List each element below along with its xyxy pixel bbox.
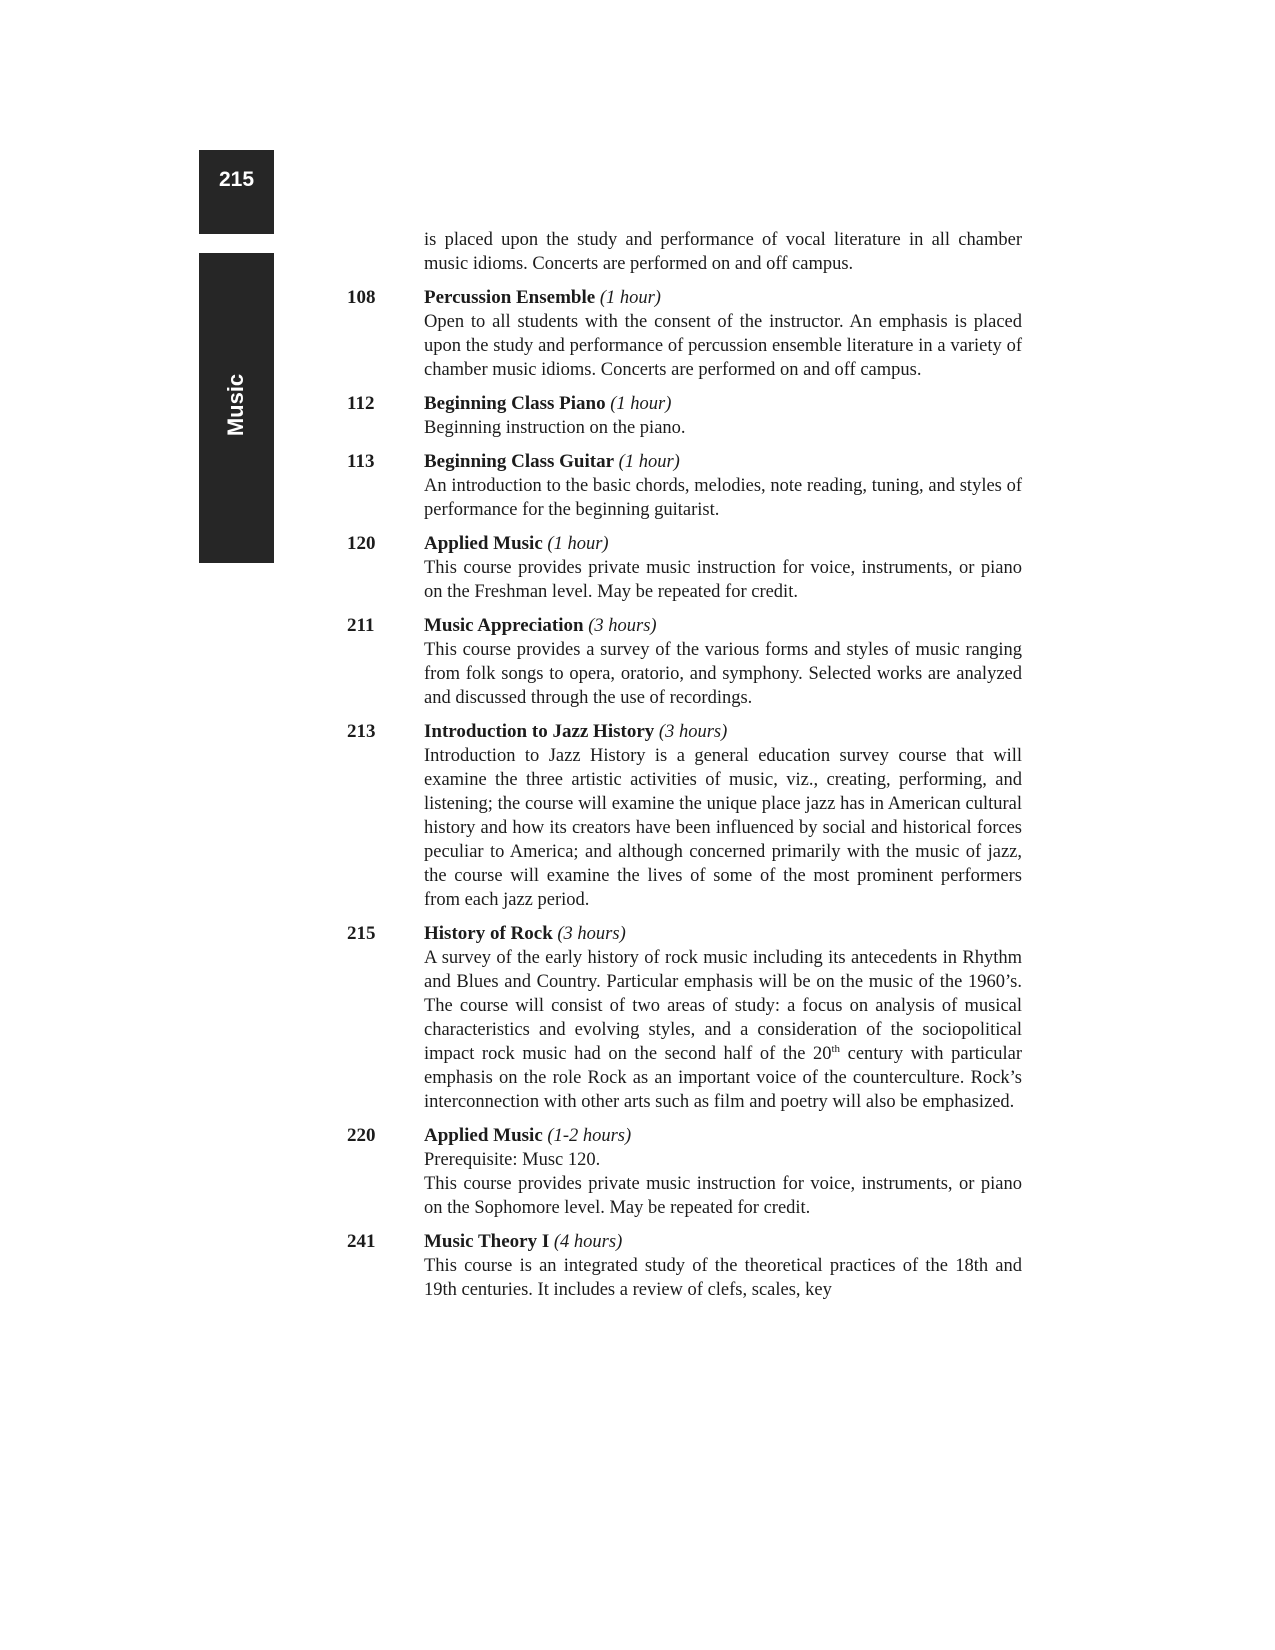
course-heading	[424, 532, 1022, 556]
course-heading	[424, 450, 1022, 474]
course-number: 215	[347, 923, 376, 944]
course-heading	[424, 1124, 1022, 1148]
course-hours: (3 hours)	[658, 722, 728, 742]
course-number: 120	[347, 533, 376, 554]
course-number: 211	[347, 615, 375, 636]
continued-description: is placed upon the study and performance of vocal literature in all chamber music idioms. Concerts are performed on and off campus.	[424, 230, 1022, 274]
course-description	[424, 946, 1022, 1114]
course-number: 112	[347, 393, 375, 414]
course-number: 213	[347, 721, 376, 742]
course-title: Percussion Ensemble	[424, 287, 596, 308]
course-number: 108	[347, 287, 376, 308]
course-title: Music Theory I	[424, 1231, 550, 1252]
course-number: 220	[347, 1125, 376, 1146]
course-prerequisite: Prerequisite: Musc 120.	[424, 1150, 601, 1170]
page-number-tab	[199, 150, 274, 234]
course-description: Open to all students with the consent of the instructor. An emphasis is placed upon the study and performance of percussion ensemble literature in a variety of chamber music idioms. Concerts are performed on and off campus.	[424, 312, 1022, 380]
course-entry	[347, 532, 1022, 604]
course-heading	[424, 720, 1022, 744]
section-tab-label: Music	[223, 373, 248, 437]
course-title: Music Appreciation	[424, 615, 584, 636]
course-entry	[347, 286, 1022, 382]
course-description: This course is an integrated study of the theoretical practices of the 18th and 19th centuries. It includes a review of clefs, scales, key	[424, 1256, 1022, 1300]
course-listing	[347, 228, 1022, 1312]
course-entry	[347, 450, 1022, 522]
course-heading	[424, 1230, 1022, 1254]
course-entry	[347, 1124, 1022, 1220]
course-heading	[424, 286, 1022, 310]
course-heading	[424, 614, 1022, 638]
course-entry	[347, 614, 1022, 710]
course-hours: (1 hour)	[610, 394, 672, 414]
course-number: 113	[347, 451, 375, 472]
course-description-part: century with particular emphasis on the role Rock as an important voice of the counterculture. Rock’s interconnection with other arts such as film and poetry will also be emphasized.	[424, 1044, 1022, 1112]
page-number: 215	[218, 168, 255, 191]
course-title: Applied Music	[424, 1125, 543, 1146]
course-description: Beginning instruction on the piano.	[424, 418, 686, 438]
course-description: Introduction to Jazz History is a general education survey course that will examine the three artistic activities of music, viz., creating, performing, and listening; the course will examine the unique place jazz has in American cultural history and how its creators have been influenced by social and historical forces peculiar to America; and although concerned primarily with the music of jazz, the course will examine the lives of some of the most prominent performers from each jazz period.	[424, 746, 1022, 910]
course-heading	[424, 922, 1022, 946]
course-title: Applied Music	[424, 533, 543, 554]
course-entry	[347, 392, 1022, 440]
course-hours: (3 hours)	[588, 616, 657, 636]
section-tab	[199, 253, 274, 563]
course-hours: (4 hours)	[553, 1232, 623, 1252]
course-heading	[424, 392, 1022, 416]
ordinal-superscript: th	[831, 1042, 841, 1055]
course-hours: (1 hour)	[547, 534, 609, 554]
course-hours: (1-2 hours)	[547, 1126, 632, 1146]
course-description: This course provides private music instruction for voice, instruments, or piano on the Sophomore level. May be repeated for credit.	[424, 1174, 1022, 1218]
course-entry	[347, 720, 1022, 912]
course-entry	[347, 1230, 1022, 1302]
course-number: 241	[347, 1231, 376, 1252]
course-title: History of Rock	[424, 923, 553, 944]
course-description: An introduction to the basic chords, melodies, note reading, tuning, and styles of performance for the beginning guitarist.	[424, 476, 1022, 520]
course-hours: (1 hour)	[599, 288, 661, 308]
course-title: Introduction to Jazz History	[424, 721, 655, 742]
course-title: Beginning Class Guitar	[424, 451, 615, 472]
course-description: This course provides a survey of the various forms and styles of music ranging from folk songs to opera, oratorio, and symphony. Selected works are analyzed and discussed through the use of recordings.	[424, 640, 1022, 708]
course-entry	[347, 922, 1022, 1114]
course-description-part: A survey of the early history of rock music including its antecedents in Rhythm and Blues and Country. Particular emphasis will be on the music of the 1960’s. The course will consist of two areas of study: a focus on analysis of musical characteristics and evolving styles, and a consideration of the sociopolitical impact rock music had on the second half of the 20	[424, 948, 1022, 1064]
course-title: Beginning Class Piano	[424, 393, 606, 414]
course-hours: (1 hour)	[618, 452, 680, 472]
course-description: This course provides private music instruction for voice, instruments, or piano on the Freshman level. May be repeated for credit.	[424, 558, 1022, 602]
course-hours: (3 hours)	[557, 924, 626, 944]
